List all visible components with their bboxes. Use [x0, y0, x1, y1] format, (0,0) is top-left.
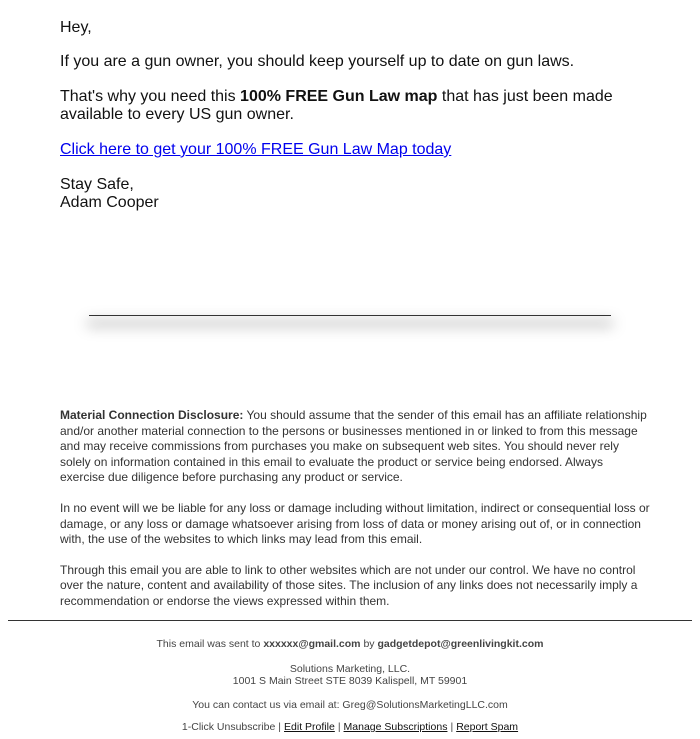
contact-line: You can contact us via email at: Greg@SolutionsMarketingLLC.com	[192, 699, 508, 711]
sent-by: by	[360, 638, 378, 650]
sent-to-line	[0, 638, 700, 650]
disclosure-text: You should assume that the sender of this email has an affiliate relationship and/or another material connection to the persons or businesses mentioned in or linked to from this message and may receive commissions from purchases you make on subsequent web sites. You should never rely solely on information contained in this email to evaluate the product or service being endorsed. Always exercise due diligence before purchasing any product or service.	[60, 408, 647, 485]
recipient-email: xxxxxx@gmail.com	[263, 638, 361, 650]
signer-name: Adam Cooper	[60, 194, 159, 211]
shadow-divider	[89, 315, 611, 316]
company-address	[0, 663, 700, 687]
intro-text: If you are a gun owner, you should keep yourself up to date on gun laws.	[60, 53, 575, 70]
pitch-text	[60, 88, 640, 124]
sent-prefix: This email was sent to	[156, 638, 264, 650]
manage-subscriptions-link[interactable]: Manage Subscriptions	[343, 721, 448, 733]
separator: |	[278, 721, 282, 733]
edit-profile-link[interactable]: Edit Profile	[284, 721, 335, 733]
disclosure-heading: Material Connection Disclosure:	[60, 408, 244, 422]
company-name: Solutions Marketing, LLC.	[289, 663, 411, 675]
footer-divider	[8, 620, 692, 621]
unsubscribe-label: 1-Click Unsubscribe	[181, 721, 276, 733]
disclosure-paragraph	[60, 408, 650, 486]
signoff-line: Stay Safe,	[60, 176, 134, 193]
liability-paragraph: In no event will we be liable for any loss or damage including without limitation, indirect or consequential loss or damage, or any loss or damage whatsoever arising from loss of data or money arising out of, or in connection with, the use of the websites to which links may lead from this email.	[60, 500, 650, 547]
report-spam-link[interactable]: Report Spam	[456, 721, 519, 733]
pitch-bold: 100% FREE Gun Law map	[240, 88, 438, 105]
greeting: Hey,	[60, 19, 92, 36]
footer-links	[0, 721, 700, 733]
disclosure-section	[60, 408, 650, 625]
pitch-after: that has just been made available to every US gun owner.	[60, 88, 613, 123]
email-footer	[0, 638, 700, 733]
separator: |	[450, 721, 454, 733]
separator: |	[337, 721, 341, 733]
pitch-before: That's why you need this	[60, 88, 241, 105]
signoff	[60, 176, 159, 212]
sender-email: gadgetdepot@greenlivingkit.com	[377, 638, 544, 650]
external-links-paragraph: Through this email you are able to link to other websites which are not under our control. We have no control over the nature, content and availability of those sites. The inclusion of any links does not necessarily imply a recommendation or endorse the views expressed within them.	[60, 562, 638, 608]
cta-link[interactable]: Click here to get your 100% FREE Gun Law Map today	[60, 141, 452, 158]
street-address: 1001 S Main Street STE 8039 Kalispell, MT 59901	[232, 675, 468, 687]
